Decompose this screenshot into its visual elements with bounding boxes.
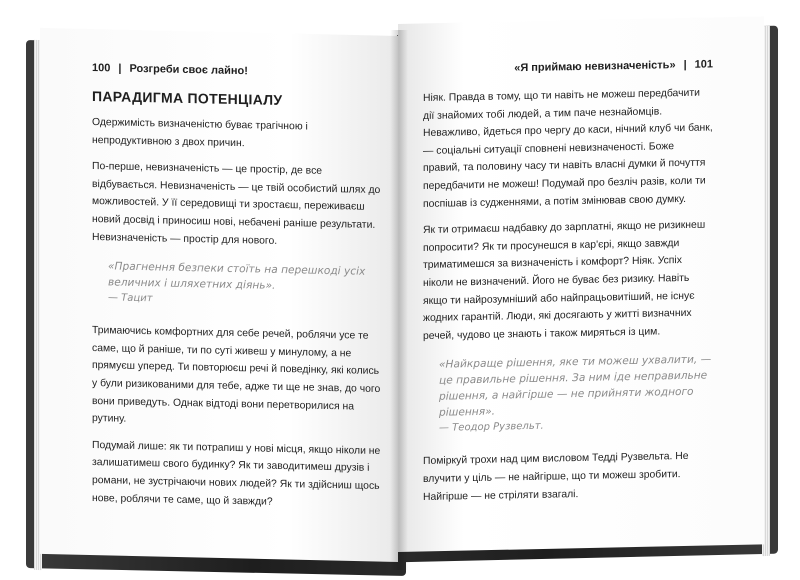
paragraph: Одержимість визначеністю буває трагічною і непродуктивною з двох причин. — [92, 117, 308, 149]
right-running-title: «Я приймаю невизначеність» — [514, 59, 676, 75]
quote-author: — Теодор Рузвельт. — [439, 420, 544, 435]
quote-author: — Тацит — [108, 292, 153, 305]
quote-block — [439, 352, 713, 437]
right-page-content — [423, 58, 713, 515]
paragraph: По-перше, невизначеність — це простір, де все відбувається. Невизначеність — це твій особистий шлях до можливостей. У її середовищі ти зростаєш, переживаєш новий досвід і приносиш нові, небачені раніше результати. Невизначеність — простір для нового. — [92, 161, 381, 247]
book-gutter — [390, 30, 408, 570]
quote-text: «Найкраще рішення, яке ти можеш ухвалити, — це правильне рішення. За ним іде неправильне рішення, а найгірше — не прийняти жодного рішення». — [439, 353, 712, 420]
paragraph: Поміркуй трохи над цим висловом Тедді Рузвельта. Не влучити у ціль — не найгірше, що ти можеш зробити. Найгірше — не стріляти взагалі. — [423, 451, 689, 503]
paragraph: Як ти отримаєш надбавку до зарплатні, якщо не ризикнеш попросити? Як ти просунешся в кар'єрі, якщо завжди триматимешся за визначеність і комфорт? Ніяк. Успіх ніколи не визначений. Його не буває без ризику. Навіть якщо ти найрозумніший або найпрацьовитіший, не існує жодних гарантій. Люди, які досягають у житті визначних речей, чудово це знають і також миряться із цим. — [423, 219, 706, 342]
left-page-content — [92, 62, 382, 522]
paragraph: Подумай лише: як ти потрапиш у нові місця, якщо ніколи не залишатимеш свого будинку? Як ти заводитимеш друзів і романи, не зустрічаючи нових людей? Як ти здійсниш щось нове, роблячи те саме, що й завжди? — [92, 439, 381, 508]
right-page-number: 101 — [694, 58, 713, 71]
quote-text: «Прагнення безпеки стоїть на перешкоді усіх величних і шляхетних діянь». — [108, 260, 366, 292]
paragraph: Ніяк. Правда в тому, що ти навіть не можеш передбачити дії знайомих тобі людей, а тим паче незнайомців. Неважливо, йдеться про чергу до каси, нічний клуб чи банк, — соціальні ситуації сповнені невизначеності. Боже правий, та половину часу ти навіть власні думки й почуття передбачити не можеш! Подумай про безліч разів, коли ти поспішав із судженнями, а потім змінював свою думку. — [423, 87, 713, 210]
left-head-separator: | — [118, 62, 122, 75]
paragraph: Тримаючись комфортних для себе речей, роблячи усе те саме, що й раніше, ти по суті живеш у минулому, а не прямуєш уперед. Ти повторюєш речі й поведінку, які колись у були ризикованими для тебе, адже ти ще не знав, до чого вони приведуть. Однак відтоді вони перетворилися на рутину. — [92, 325, 381, 425]
epigraph-quote — [108, 258, 382, 312]
left-running-title: Розгреби своє лайно! — [129, 62, 248, 78]
left-page-number: 100 — [92, 62, 111, 75]
section-heading: ПАРАДИГМА ПОТЕНЦІАЛУ — [92, 88, 283, 108]
right-head-separator: | — [683, 58, 687, 71]
